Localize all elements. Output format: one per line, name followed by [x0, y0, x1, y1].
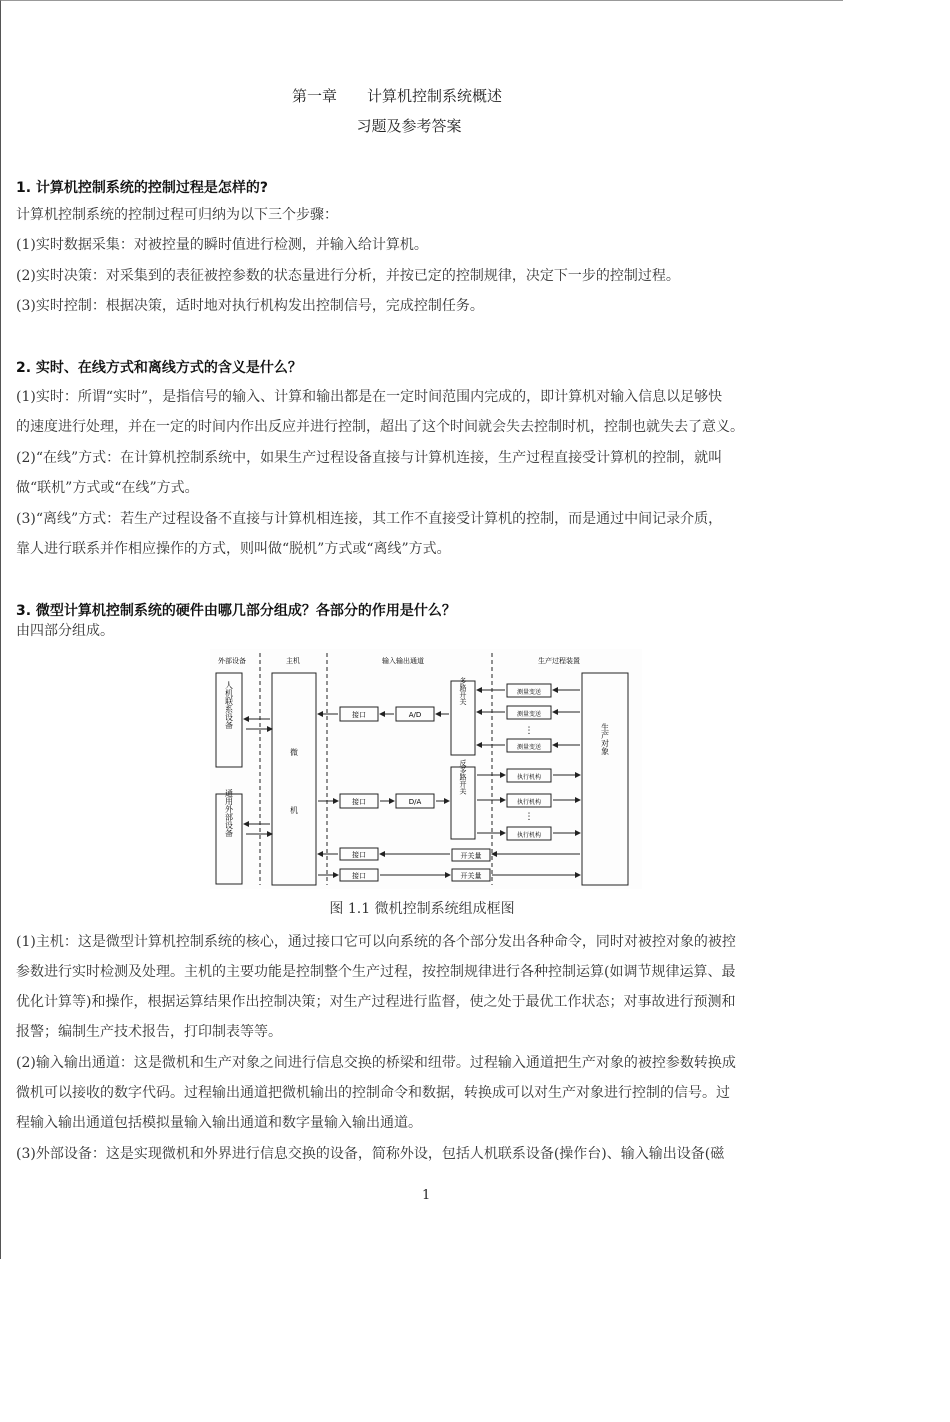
switch-label: 开关量 — [460, 872, 482, 880]
hmi-device-label: 人机联系设备 — [224, 681, 234, 729]
interface-label: 接口 — [352, 851, 366, 859]
actuator-label: 执行机构 — [516, 799, 542, 806]
actuator-label: 执行机构 — [516, 774, 542, 781]
page-number: 1 — [422, 1188, 431, 1203]
ad-label: A/D — [408, 711, 422, 719]
question-1-heading: 1. 计算机控制系统的控制过程是怎样的? — [16, 180, 269, 196]
ellipsis-mark: ⋮ — [524, 812, 534, 822]
da-label: D/A — [408, 798, 422, 806]
q2-line: 做“联机”方式或“在线”方式。 — [16, 480, 199, 496]
col-label-host: 主机 — [286, 657, 300, 665]
q2-line: 的速度进行处理，并在一定的时间内作出反应并进行控制，超出了这个时间就会失去控制时机，控制也就失去了意义。 — [16, 419, 744, 435]
q3-line: (3)外部设备：这是实现微机和外界进行信息交换的设备，简称外设，包括人机联系设备(操作台)、输入输出设备(磁 — [16, 1146, 725, 1162]
micro-label-2: 机 — [290, 806, 298, 815]
microcomputer-box — [272, 673, 316, 885]
interface-label: 接口 — [352, 798, 366, 806]
q1-line: (3)实时控制：根据决策，适时地对执行机构发出控制信号，完成控制任务。 — [16, 298, 484, 314]
actuator-label: 执行机构 — [516, 832, 542, 839]
q3-line: (1)主机：这是微型计算机控制系统的核心，通过接口它可以向系统的各个部分发出各种命令，同时对被控对象的被控 — [16, 934, 736, 950]
sensor-label: 测量变送 — [516, 744, 542, 751]
q3-line: 优化计算等)和操作，根据运算结果作出控制决策；对生产过程进行监督，使之处于最优工作状态；对事故进行预测和 — [16, 994, 736, 1010]
q3-line: 程输入输出通道包括模拟量输入输出通道和数字量输入输出通道。 — [16, 1115, 422, 1131]
q3-intro: 由四部分组成。 — [16, 623, 114, 639]
question-2-heading: 2. 实时、在线方式和离线方式的含义是什么？ — [16, 360, 302, 376]
q2-line: (2)“在线”方式：在计算机控制系统中，如果生产过程设备直接与计算机连接，生产过程直接受计算机的控制，就叫 — [16, 450, 723, 466]
q2-line: 靠人进行联系并作相应操作的方式，则叫做“脱机”方式或“离线”方式。 — [16, 541, 451, 557]
q1-line: (1)实时数据采集：对被控量的瞬时值进行检测，并输入给计算机。 — [16, 237, 428, 253]
switch-label: 开关量 — [460, 852, 482, 860]
ellipsis-mark: ⋮ — [524, 726, 534, 736]
q3-line: 微机可以接收的数字代码。过程输出通道把微机输出的控制命令和数据，转换成可以对生产对象进行控制的信号。过 — [16, 1085, 730, 1101]
q3-line: 报警；编制生产技术报告，打印制表等等。 — [16, 1024, 282, 1040]
interface-label: 接口 — [352, 872, 366, 880]
mux-label: 多路开关 — [459, 677, 467, 705]
question-3-heading: 3. 微型计算机控制系统的硬件由哪几部分组成？各部分的作用是什么？ — [16, 603, 456, 619]
q3-line: 参数进行实时检测及处理。主机的主要功能是控制整个生产过程，按控制规律进行各种控制运算(如调节规律运算、最 — [16, 964, 736, 980]
figure-caption: 图 1.1 微机控制系统组成框图 — [329, 901, 515, 917]
q1-line: 计算机控制系统的控制过程可归纳为以下三个步骤： — [16, 207, 338, 223]
sensor-label: 测量变送 — [516, 689, 542, 696]
chapter-title: 第一章 计算机控制系统概述 — [291, 87, 502, 105]
q2-line: (1)实时：所谓“实时”，是指信号的输入、计算和输出都是在一定时间范围内完成的，即计算机对输入信息以足够快 — [16, 389, 723, 405]
plant-box — [582, 673, 628, 885]
demux-label: 反多路开关 — [459, 759, 467, 795]
general-device-label: 通用外部设备 — [224, 789, 234, 837]
q1-line: (2)实时决策：对采集到的表征被控参数的状态量进行分析，并按已定的控制规律，决定下一步的控制过程。 — [16, 268, 680, 284]
q3-line: (2)输入输出通道：这是微机和生产对象之间进行信息交换的桥梁和纽带。过程输入通道把生产对象的被控参数转换成 — [16, 1055, 736, 1071]
chapter-subtitle: 习题及参考答案 — [356, 117, 462, 135]
col-label-process: 生产过程装置 — [538, 657, 580, 665]
plant-label: 生产对象 — [600, 723, 610, 755]
micro-label-1: 微 — [290, 748, 298, 757]
system-block-diagram — [210, 649, 642, 889]
sensor-label: 测量变送 — [516, 711, 542, 718]
q2-line: (3)“离线”方式：若生产过程设备不直接与计算机相连接，其工作不直接受计算机的控制，而是通过中间记录介质， — [16, 511, 723, 527]
interface-label: 接口 — [352, 711, 366, 719]
col-label-external: 外部设备 — [218, 657, 246, 665]
col-label-io: 输入输出通道 — [382, 657, 424, 665]
